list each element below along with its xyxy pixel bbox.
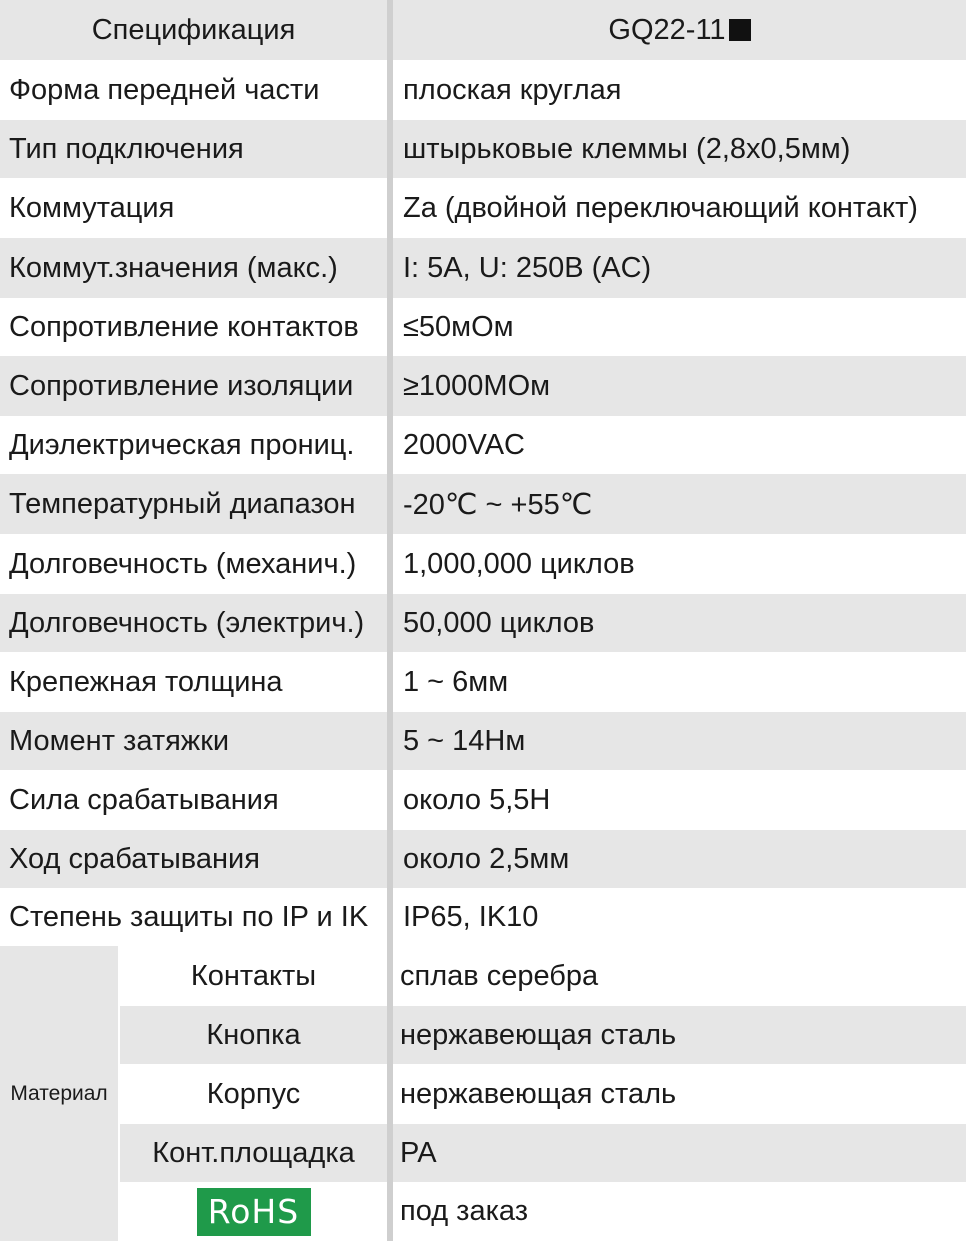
row-label: Сопротивление изоляции bbox=[0, 356, 387, 416]
row-value: 2000VAC bbox=[403, 428, 525, 461]
material-item-label: Корпус bbox=[206, 1077, 301, 1110]
table-row bbox=[0, 298, 966, 356]
material-item-value: нержавеющая сталь bbox=[393, 1006, 966, 1064]
table-row bbox=[0, 178, 966, 238]
material-item-value: PA bbox=[393, 1124, 966, 1182]
row-label: Тип подключения bbox=[0, 120, 387, 178]
table-row bbox=[0, 416, 966, 474]
row-value: ≤50мОм bbox=[403, 310, 514, 343]
table-row bbox=[0, 594, 966, 652]
row-value: около 5,5Н bbox=[403, 783, 551, 816]
row-label: Коммут.значения (макс.) bbox=[0, 238, 387, 298]
header-spec: Спецификация bbox=[0, 0, 387, 60]
row-label: Коммутация bbox=[9, 191, 175, 224]
row-label: Диэлектрическая прониц. bbox=[9, 428, 355, 461]
row-label: Температурный диапазон bbox=[0, 474, 387, 534]
row-value: 1 ~ 6мм bbox=[403, 665, 509, 698]
material-label: Материал bbox=[0, 946, 118, 1241]
row-label: Ход срабатывания bbox=[0, 830, 387, 888]
row-value: штырьковые клеммы (2,8x0,5мм) bbox=[393, 120, 966, 178]
row-label: Форма передней части bbox=[9, 73, 320, 106]
table-row bbox=[0, 652, 966, 712]
row-label: Сопротивление контактов bbox=[9, 310, 359, 343]
material-item-label: Контакты bbox=[190, 959, 317, 992]
material-item-label: Кнопка bbox=[120, 1006, 387, 1064]
square-icon bbox=[729, 19, 751, 41]
table-row bbox=[0, 888, 966, 946]
row-label: Долговечность (электрич.) bbox=[0, 594, 387, 652]
rohs-value: под заказ bbox=[400, 1195, 529, 1227]
model-code: GQ22-11 bbox=[608, 13, 726, 46]
row-label: Степень защиты по IP и IK bbox=[9, 900, 369, 933]
header-model bbox=[393, 0, 966, 60]
row-value: -20℃ ~ +55℃ bbox=[393, 474, 966, 534]
row-value: 5 ~ 14Нм bbox=[393, 712, 966, 770]
material-item-value: сплав серебра bbox=[400, 959, 599, 992]
table-row bbox=[0, 830, 966, 888]
row-value: I: 5A, U: 250B (AC) bbox=[393, 238, 966, 298]
material-item-label: Конт.площадка bbox=[120, 1124, 387, 1182]
table-header bbox=[0, 0, 966, 60]
rohs-badge: RoHS bbox=[197, 1188, 311, 1236]
material-item-value: нержавеющая сталь bbox=[400, 1077, 677, 1110]
row-label: Долговечность (механич.) bbox=[9, 547, 357, 580]
row-value: ≥1000МОм bbox=[393, 356, 966, 416]
table-row bbox=[0, 474, 966, 534]
table-row bbox=[0, 356, 966, 416]
row-value: плоская круглая bbox=[403, 73, 622, 106]
row-value: 50,000 циклов bbox=[393, 594, 966, 652]
row-value: IP65, IK10 bbox=[403, 900, 539, 933]
row-value: Za (двойной переключающий контакт) bbox=[403, 191, 918, 224]
table-row bbox=[0, 712, 966, 770]
row-value: около 2,5мм bbox=[393, 830, 966, 888]
table-row bbox=[0, 770, 966, 830]
table-row bbox=[0, 238, 966, 298]
table-row bbox=[0, 60, 966, 120]
rohs-cell bbox=[120, 1182, 387, 1241]
row-label: Крепежная толщина bbox=[9, 665, 283, 698]
table-row bbox=[0, 534, 966, 594]
row-label: Сила срабатывания bbox=[9, 783, 279, 816]
table-row bbox=[0, 120, 966, 178]
row-label: Момент затяжки bbox=[0, 712, 387, 770]
column-divider bbox=[387, 0, 393, 1241]
row-value: 1,000,000 циклов bbox=[403, 547, 635, 580]
